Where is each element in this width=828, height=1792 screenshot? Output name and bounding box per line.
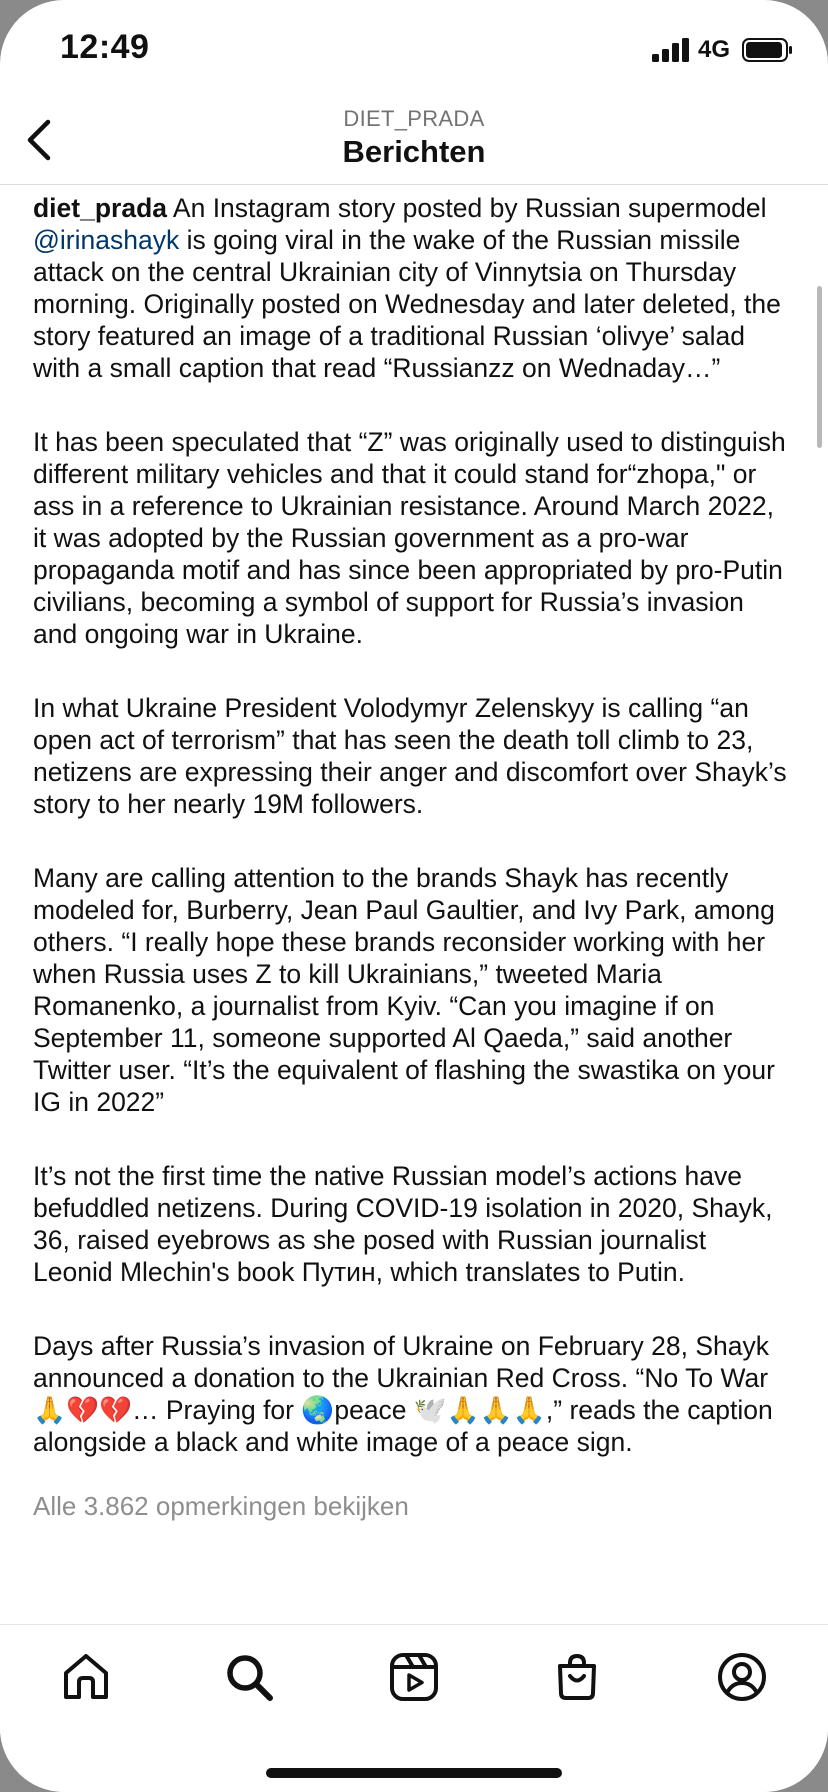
caption-paragraph-6: Days after Russia’s invasion of Ukraine on February 28, Shayk announced a donation to the Ukrainian Red Cross. “No To War 🙏💔💔… Praying for 🌏peace 🕊️🙏🙏🙏,” reads the caption alongside a black and white image of a peace sign. bbox=[33, 1331, 773, 1457]
caption-paragraph-5: It’s not the first time the native Russian model’s actions have befuddled netizens. During COVID-19 isolation in 2020, Shayk, 36, raised eyebrows as she posed with Russian journalist Leonid Mlechin's book Путин, which translates to Putin. bbox=[33, 1161, 773, 1287]
profile-icon bbox=[714, 1649, 770, 1705]
search-icon bbox=[221, 1649, 277, 1705]
nav-shop-button[interactable] bbox=[549, 1649, 605, 1705]
caption-username[interactable]: diet_prada bbox=[33, 193, 168, 223]
status-bar bbox=[0, 0, 828, 100]
home-indicator[interactable] bbox=[266, 1768, 562, 1778]
nav-home-button[interactable] bbox=[58, 1649, 114, 1705]
nav-profile-button[interactable] bbox=[714, 1649, 770, 1705]
cellular-signal-icon bbox=[652, 38, 692, 62]
caption-text: is going viral in the wake of the Russian missile attack on the central Ukrainian city of Vinnytsia on Thursday morning. Originally posted on Wednesday and later deleted, the story featured an image of a traditional Russian ‘olivye’ salad with a small caption that read “Russianzz on Wednaday…” bbox=[33, 225, 781, 383]
mention-link[interactable]: @irinashayk bbox=[33, 225, 180, 255]
caption-paragraph-1 bbox=[33, 192, 793, 384]
view-all-comments-link[interactable]: Alle 3.862 opmerkingen bekijken bbox=[33, 1491, 409, 1521]
page-title: Berichten bbox=[342, 134, 486, 169]
nav-reels-button[interactable] bbox=[386, 1649, 442, 1705]
post-caption bbox=[33, 192, 793, 1624]
status-time: 12:49 bbox=[60, 28, 150, 66]
caption-paragraph-2: It has been speculated that “Z” was originally used to distinguish different military vehicles and that it could stand for“zhopa," or ass in a reference to Ukrainian resistance. Around March 2022, it was adopted by the Russian government as a pro-war propaganda motif and has since been appropriated by pro-Putin civilians, becoming a symbol of support for Russia’s invasion and ongoing war in Ukraine. bbox=[33, 427, 786, 649]
caption-paragraph-4: Many are calling attention to the brands Shayk has recently modeled for, Burberry, Jean Paul Gaultier, and Ivy Park, among others. “I really hope these brands reconsider working with her when Russia uses Z to kill Ukrainians,” tweeted Maria Romanenko, a journalist from Kyiv. “Can you imagine if on September 11, someone supported Al Qaeda,” said another Twitter user. “It’s the equivalent of flashing the swastika on your IG in 2022” bbox=[33, 863, 775, 1117]
caption-paragraph-3: In what Ukraine President Volodymyr Zelenskyy is calling “an open act of terrorism” that has seen the death toll climb to 23, netizens are expressing their anger and discomfort over Shayk’s story to her nearly 19M followers. bbox=[33, 693, 787, 819]
nav-search-button[interactable] bbox=[221, 1649, 277, 1705]
messages-header bbox=[0, 100, 828, 185]
header-account-name: DIET_PRADA bbox=[343, 106, 485, 131]
network-type: 4G bbox=[698, 36, 731, 63]
shop-icon bbox=[549, 1649, 605, 1705]
scrollbar[interactable] bbox=[817, 286, 822, 448]
home-icon bbox=[58, 1649, 114, 1705]
caption-text: An Instagram story posted by Russian supermodel bbox=[167, 193, 767, 223]
reels-icon bbox=[386, 1649, 442, 1705]
battery-icon bbox=[742, 38, 794, 62]
bottom-nav bbox=[0, 1624, 828, 1792]
